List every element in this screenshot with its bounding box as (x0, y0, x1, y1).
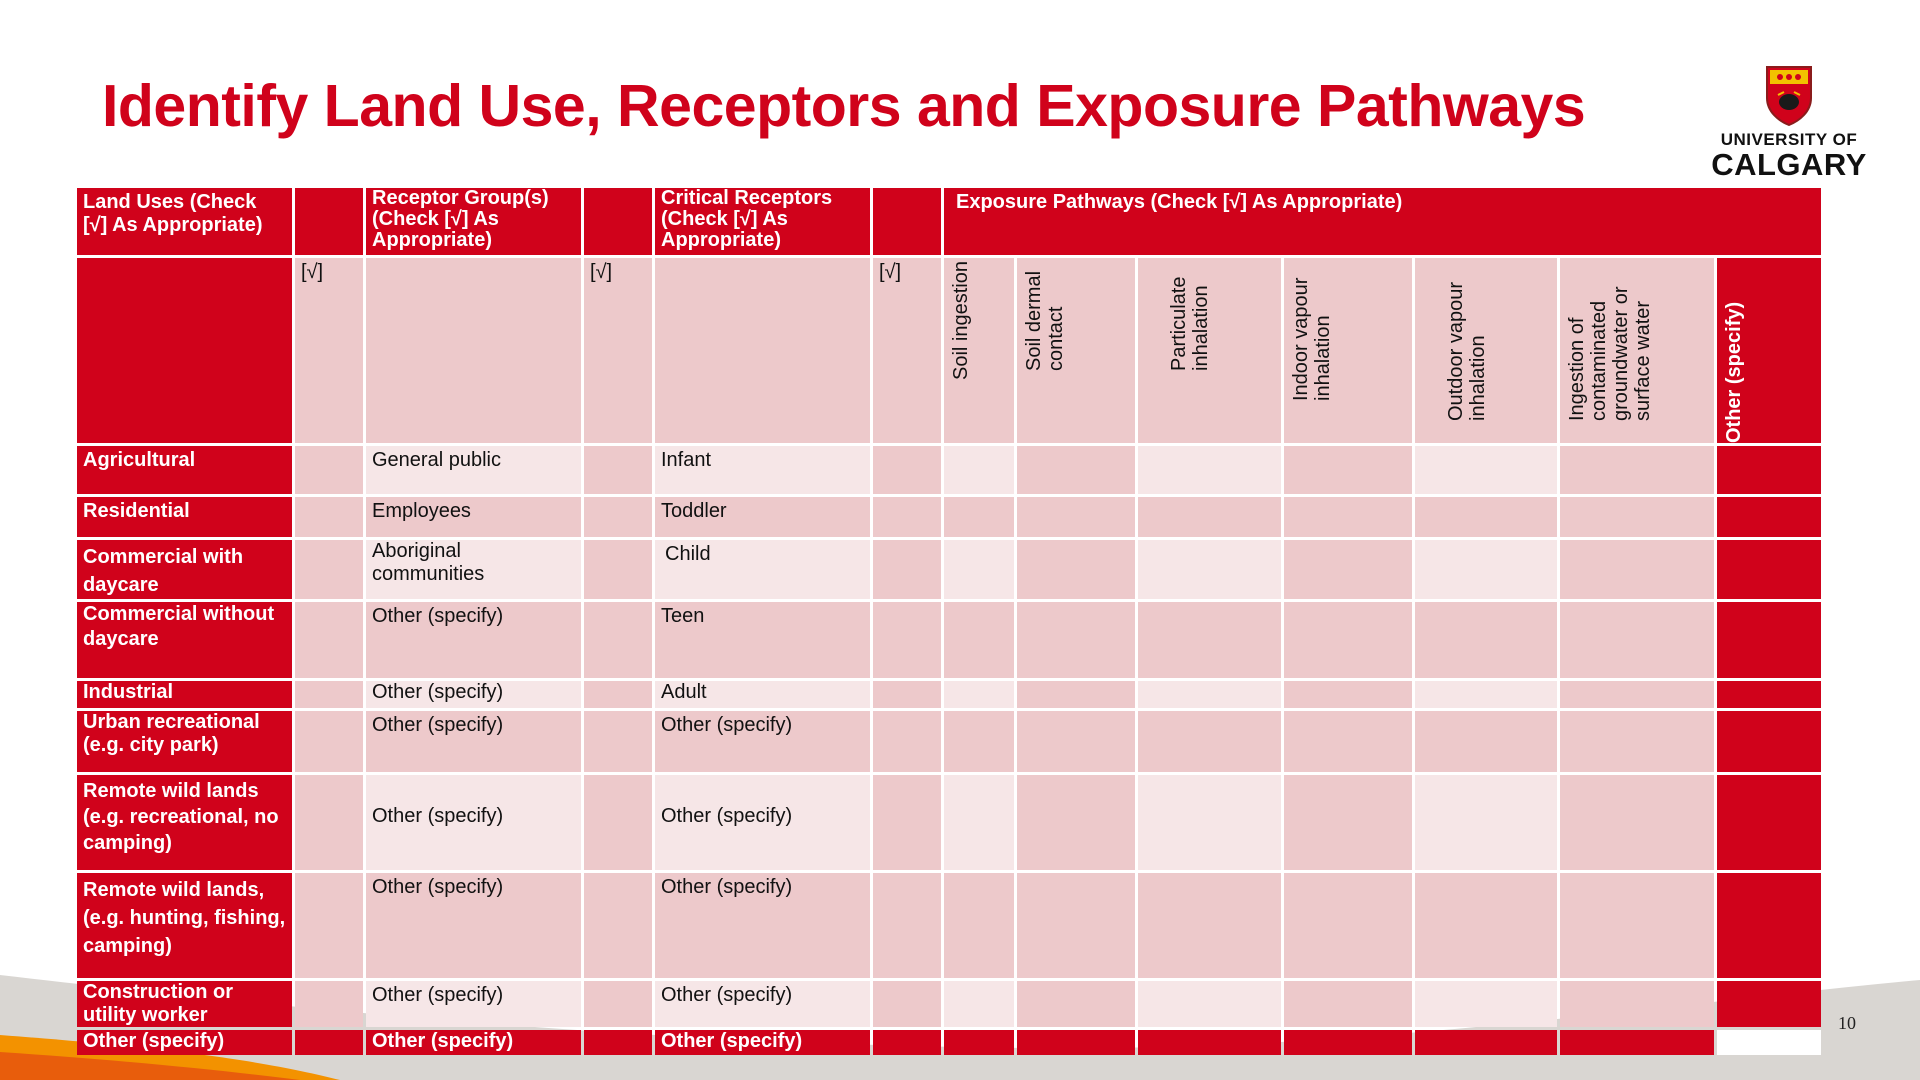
pathway-cell[interactable] (944, 711, 1014, 772)
header-empty (873, 188, 941, 255)
check-cell[interactable] (584, 681, 652, 708)
header-blank-cell (77, 258, 292, 443)
table-row (77, 446, 1821, 494)
pathway-cell[interactable] (1560, 540, 1714, 599)
pathway-cell[interactable] (1284, 711, 1412, 772)
land-use-cell: Industrial (77, 681, 292, 708)
pathway-cell[interactable] (1138, 681, 1281, 708)
pathway-cell[interactable] (944, 497, 1014, 537)
land-use-cell: Commercial with daycare (77, 540, 292, 599)
critical-cell: Other (specify) (655, 873, 870, 978)
land-use-cell: Remote wild lands, (e.g. hunting, fishing, camping) (77, 873, 292, 978)
header-blank-cell (655, 258, 870, 443)
pathway-cell[interactable] (1138, 446, 1281, 494)
pathway-cell[interactable] (1415, 873, 1557, 978)
pathway-label: Ingestion of contaminated groundwater or surface water (1566, 286, 1654, 421)
check-cell[interactable] (295, 1030, 363, 1055)
receptor-cell: Other (specify) (366, 711, 581, 772)
receptor-cell: Other (specify) (366, 1030, 581, 1055)
check-cell[interactable] (295, 873, 363, 978)
pathway-cell[interactable] (1138, 775, 1281, 870)
table-row (77, 981, 1821, 1027)
check-cell[interactable] (584, 497, 652, 537)
critical-cell: Child (655, 540, 870, 599)
pathway-header (1138, 258, 1281, 443)
pathway-cell[interactable] (1560, 711, 1714, 772)
check-cell[interactable] (584, 1030, 652, 1055)
pathway-cell[interactable] (1138, 497, 1281, 537)
pathway-cell[interactable] (1017, 540, 1135, 599)
header-receptor-groups: Receptor Group(s) (Check [√] As Appropriate) (366, 188, 581, 255)
pathway-cell[interactable] (1560, 1030, 1714, 1055)
pathway-cell[interactable] (1415, 446, 1557, 494)
pathway-cell[interactable] (1415, 681, 1557, 708)
check-header-land: [√] (295, 258, 363, 443)
header-exposure-pathways: Exposure Pathways (Check [√] As Appropriate) (944, 188, 1821, 255)
pathway-cell[interactable] (1415, 602, 1557, 678)
check-cell[interactable] (295, 497, 363, 537)
pathway-cell-other[interactable] (1717, 681, 1821, 708)
header-empty (584, 188, 652, 255)
pathway-cell-other[interactable] (1717, 981, 1821, 1027)
pathway-label: Outdoor vapour inhalation (1445, 282, 1489, 421)
pathway-cell[interactable] (1017, 602, 1135, 678)
check-cell[interactable] (295, 540, 363, 599)
pathway-label: Particulate inhalation (1168, 276, 1212, 371)
pathway-cell[interactable] (1415, 1030, 1557, 1055)
land-use-cell: Remote wild lands (e.g. recreational, no camping) (77, 775, 292, 870)
pathway-cell[interactable] (1560, 873, 1714, 978)
receptor-cell: Other (specify) (366, 775, 581, 870)
pathway-cell[interactable] (1560, 981, 1714, 1027)
receptor-cell: Other (specify) (366, 681, 581, 708)
check-cell[interactable] (873, 775, 941, 870)
pathway-cell-other[interactable] (1717, 775, 1821, 870)
check-cell[interactable] (584, 775, 652, 870)
pathway-cell[interactable] (1284, 1030, 1412, 1055)
pathway-cell[interactable] (1138, 540, 1281, 599)
pathway-cell[interactable] (1017, 711, 1135, 772)
pathway-cell[interactable] (1138, 873, 1281, 978)
receptor-cell: Other (specify) (366, 602, 581, 678)
pathway-cell[interactable] (1017, 873, 1135, 978)
receptor-cell: Other (specify) (366, 981, 581, 1027)
check-cell[interactable] (873, 981, 941, 1027)
check-cell[interactable] (873, 873, 941, 978)
table-row (77, 1030, 1821, 1055)
pathway-cell[interactable] (1415, 775, 1557, 870)
receptor-cell: Aboriginal communities (366, 540, 581, 599)
pathway-cell-other[interactable] (1717, 446, 1821, 494)
check-cell[interactable] (584, 711, 652, 772)
pathway-cell[interactable] (1560, 775, 1714, 870)
land-use-cell: Agricultural (77, 446, 292, 494)
pathway-cell[interactable] (1284, 775, 1412, 870)
critical-cell: Infant (655, 446, 870, 494)
pathway-cell[interactable] (1138, 1030, 1281, 1055)
pathway-cell[interactable] (1284, 681, 1412, 708)
critical-cell: Other (specify) (655, 981, 870, 1027)
check-cell[interactable] (295, 681, 363, 708)
pathway-cell-other[interactable] (1717, 1030, 1821, 1055)
pathway-cell[interactable] (1017, 497, 1135, 537)
table-row (77, 497, 1821, 537)
pathway-header (1560, 258, 1714, 443)
table-row (77, 873, 1821, 978)
page-number: 10 (1838, 1013, 1856, 1033)
pathway-cell-other[interactable] (1717, 540, 1821, 599)
land-use-cell: Commercial without daycare (77, 602, 292, 678)
pathway-cell[interactable] (1017, 981, 1135, 1027)
pathway-cell[interactable] (1017, 1030, 1135, 1055)
pathway-cell[interactable] (944, 775, 1014, 870)
pathway-cell[interactable] (1284, 873, 1412, 978)
check-cell[interactable] (873, 446, 941, 494)
logo-line-2: CALGARY (1711, 147, 1867, 182)
check-cell[interactable] (584, 873, 652, 978)
exposure-table (74, 185, 1824, 1058)
pathway-cell-other[interactable] (1717, 711, 1821, 772)
pathway-label: Indoor vapour inhalation (1290, 277, 1334, 401)
check-header-critical: [√] (873, 258, 941, 443)
receptor-cell: General public (366, 446, 581, 494)
header-row-2 (77, 258, 1821, 443)
land-use-cell: Construction or utility worker (77, 981, 292, 1027)
pathway-cell[interactable] (944, 540, 1014, 599)
land-use-cell: Urban recreational (e.g. city park) (77, 711, 292, 772)
table-row (77, 775, 1821, 870)
critical-cell: Other (specify) (655, 1030, 870, 1055)
pathway-header (1284, 258, 1412, 443)
pathway-cell-other[interactable] (1717, 497, 1821, 537)
pathway-cell[interactable] (1017, 775, 1135, 870)
check-cell[interactable] (873, 711, 941, 772)
pathway-header (1017, 258, 1135, 443)
header-row-1 (77, 188, 1821, 255)
land-use-cell: Residential (77, 497, 292, 537)
pathway-cell[interactable] (944, 602, 1014, 678)
pathway-cell[interactable] (1415, 981, 1557, 1027)
check-cell[interactable] (584, 602, 652, 678)
pathway-cell[interactable] (944, 446, 1014, 494)
pathway-cell[interactable] (944, 1030, 1014, 1055)
check-cell[interactable] (873, 1030, 941, 1055)
check-cell[interactable] (873, 602, 941, 678)
pathway-cell[interactable] (944, 873, 1014, 978)
pathway-cell[interactable] (1284, 602, 1412, 678)
pathway-cell[interactable] (1560, 497, 1714, 537)
critical-cell: Adult (655, 681, 870, 708)
pathway-cell[interactable] (944, 981, 1014, 1027)
check-cell[interactable] (584, 540, 652, 599)
critical-cell: Toddler (655, 497, 870, 537)
check-cell[interactable] (295, 602, 363, 678)
table-row (77, 681, 1821, 708)
check-cell[interactable] (295, 711, 363, 772)
pathway-cell[interactable] (1560, 602, 1714, 678)
land-use-cell: Other (specify) (77, 1030, 292, 1055)
pathway-cell[interactable] (1138, 981, 1281, 1027)
pathway-cell[interactable] (1415, 540, 1557, 599)
check-cell[interactable] (584, 981, 652, 1027)
check-cell[interactable] (873, 681, 941, 708)
header-blank-cell (366, 258, 581, 443)
check-cell[interactable] (295, 446, 363, 494)
check-cell[interactable] (873, 497, 941, 537)
table-row (77, 711, 1821, 772)
pathway-cell-other[interactable] (1717, 602, 1821, 678)
check-header-receptor: [√] (584, 258, 652, 443)
pathway-header (944, 258, 1014, 443)
critical-cell: Teen (655, 602, 870, 678)
pathway-cell[interactable] (1138, 711, 1281, 772)
pathway-cell[interactable] (1284, 446, 1412, 494)
header-critical-receptors: Critical Receptors (Check [√] As Appropriate) (655, 188, 870, 255)
university-logo (1708, 64, 1870, 182)
pathway-cell[interactable] (1017, 446, 1135, 494)
critical-cell: Other (specify) (655, 775, 870, 870)
critical-cell: Other (specify) (655, 711, 870, 772)
table-row (77, 602, 1821, 678)
receptor-cell: Other (specify) (366, 873, 581, 978)
pathway-cell[interactable] (1560, 446, 1714, 494)
pathway-cell[interactable] (944, 681, 1014, 708)
pathway-label: Other (specify) (1723, 301, 1745, 443)
pathway-cell[interactable] (1284, 981, 1412, 1027)
pathway-cell[interactable] (1284, 540, 1412, 599)
crest-icon (1764, 64, 1814, 126)
receptor-cell: Employees (366, 497, 581, 537)
pathway-header-other (1717, 258, 1821, 443)
check-cell[interactable] (584, 446, 652, 494)
pathway-cell[interactable] (1415, 497, 1557, 537)
check-cell[interactable] (873, 540, 941, 599)
slide-title: Identify Land Use, Receptors and Exposure Pathways (102, 73, 1586, 139)
header-empty (295, 188, 363, 255)
pathway-cell[interactable] (1415, 711, 1557, 772)
header-land-uses: Land Uses (Check [√] As Appropriate) (77, 188, 292, 255)
pathway-label: Soil ingestion (950, 261, 972, 380)
logo-line-1: UNIVERSITY OF (1720, 130, 1858, 149)
pathway-label: Soil dermal contact (1023, 270, 1067, 371)
check-cell[interactable] (295, 775, 363, 870)
table-row (77, 540, 1821, 599)
pathway-cell[interactable] (1284, 497, 1412, 537)
pathway-cell[interactable] (1560, 681, 1714, 708)
pathway-cell-other[interactable] (1717, 873, 1821, 978)
pathway-cell[interactable] (1017, 681, 1135, 708)
check-cell[interactable] (295, 981, 363, 1027)
pathway-header (1415, 258, 1557, 443)
pathway-cell[interactable] (1138, 602, 1281, 678)
